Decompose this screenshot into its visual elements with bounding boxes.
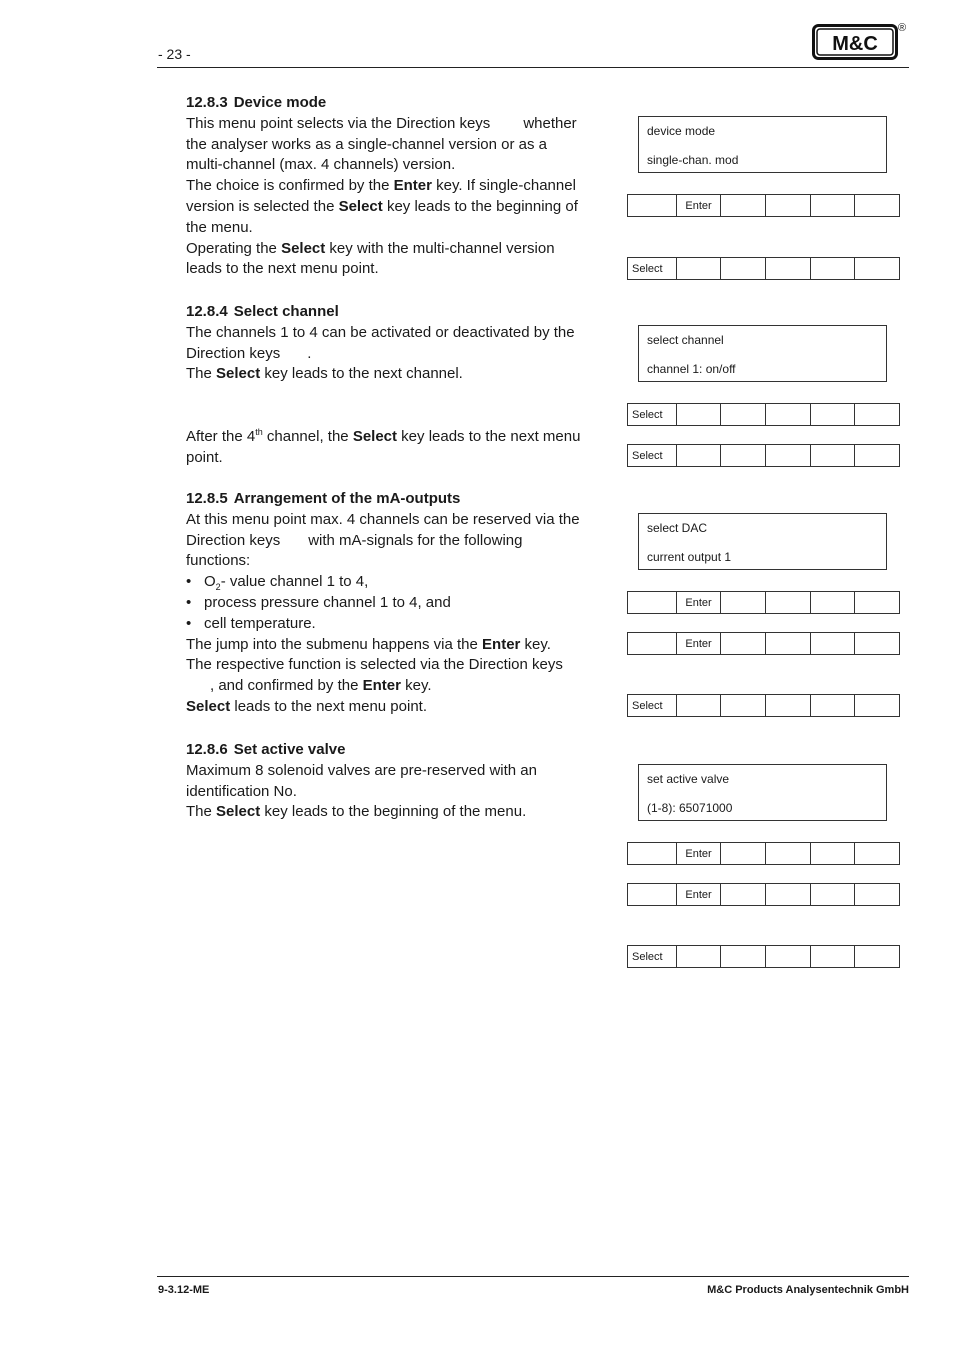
key-cell	[855, 633, 899, 654]
key-row	[627, 444, 900, 467]
key-cell	[811, 695, 856, 716]
key-cell-enter: Enter	[677, 592, 722, 613]
key-cell	[855, 195, 899, 216]
paragraph: functions:	[186, 552, 251, 570]
document-code: 9-3.12-ME	[158, 1284, 210, 1296]
key-cell	[855, 843, 899, 864]
paragraph: At this menu point max. 4 channels can be reserved via the	[186, 510, 580, 528]
key-cell	[721, 695, 766, 716]
key-cell	[855, 445, 899, 466]
section-heading: 12.8.5 Arrangement of the mA-outputs	[186, 490, 461, 507]
key-cell-enter	[677, 695, 722, 716]
key-cell	[766, 445, 811, 466]
key-cell	[766, 695, 811, 716]
list-item: • cell temperature.	[186, 614, 614, 635]
section-device-mode	[186, 93, 614, 280]
key-cell	[721, 946, 766, 967]
key-cell	[811, 843, 856, 864]
key-cell-select	[628, 633, 677, 654]
list-item: • process pressure channel 1 to 4, and	[186, 593, 614, 614]
list-item: • $O_2-$ value channel 1 to 4,	[186, 572, 614, 593]
paragraph: After the 4th channel, the Select key leads to the next menu	[186, 426, 581, 445]
paragraph: Operating the Select key with the multi-channel version	[186, 239, 555, 257]
key-cell-enter	[677, 258, 722, 279]
paragraph: Direction keys with mA-signals for the following	[186, 531, 523, 549]
registered-mark: ®	[898, 22, 907, 34]
section-active-valve	[186, 740, 614, 823]
lcd-display-select-channel	[638, 325, 887, 382]
key-cell	[811, 884, 856, 905]
key-cell	[766, 592, 811, 613]
key-cell-select: Select	[628, 946, 677, 967]
key-cell	[811, 258, 856, 279]
display-line-2: current output 1	[647, 550, 732, 564]
display-line-2: channel 1: on/off	[647, 362, 736, 376]
key-cell	[766, 884, 811, 905]
key-cell	[721, 884, 766, 905]
lcd-display-active-valve	[638, 764, 887, 821]
display-line-1: select channel	[647, 333, 724, 347]
key-cell	[721, 258, 766, 279]
key-cell-select	[628, 592, 677, 613]
paragraph: version is selected the Select key leads to the beginning of	[186, 197, 578, 215]
section-heading: 12.8.6 Set active valve	[186, 741, 346, 758]
key-cell	[766, 258, 811, 279]
paragraph: The respective function is selected via the Direction keys	[186, 656, 563, 674]
paragraph: Direction keys .	[186, 344, 312, 362]
key-cell-select: Select	[628, 404, 677, 425]
key-row	[627, 403, 900, 426]
paragraph: the analyser works as a single-channel version or as a	[186, 135, 548, 153]
key-row	[627, 632, 900, 655]
key-cell	[855, 946, 899, 967]
paragraph: multi-channel (max. 4 channels) version.	[186, 156, 456, 174]
section-ma-outputs	[186, 489, 614, 718]
key-cell-select: Select	[628, 445, 677, 466]
key-cell	[811, 946, 856, 967]
key-cell	[721, 843, 766, 864]
key-cell	[721, 633, 766, 654]
key-row	[627, 694, 900, 717]
key-cell-enter: Enter	[677, 843, 722, 864]
key-cell-enter: Enter	[677, 884, 722, 905]
key-cell	[766, 195, 811, 216]
key-cell-select: Select	[628, 258, 677, 279]
key-row	[627, 591, 900, 614]
key-cell-enter	[677, 946, 722, 967]
display-line-1: set active valve	[647, 772, 730, 786]
lcd-display-select-dac	[638, 513, 887, 570]
key-row	[627, 842, 900, 865]
key-cell	[766, 946, 811, 967]
header-rule	[157, 67, 909, 68]
display-line-1: select DAC	[647, 521, 708, 535]
key-cell	[811, 592, 856, 613]
lcd-display-device-mode	[638, 116, 887, 173]
svg-text:M&C: M&C	[832, 33, 878, 55]
paragraph: The channels 1 to 4 can be activated or deactivated by the	[186, 323, 575, 341]
key-cell	[766, 404, 811, 425]
key-cell	[811, 445, 856, 466]
paragraph: The Select key leads to the next channel.	[186, 365, 463, 383]
key-cell	[811, 404, 856, 425]
key-cell-select	[628, 195, 677, 216]
paragraph: , and confirmed by the Enter key.	[210, 677, 432, 695]
key-row	[627, 257, 900, 280]
key-cell	[855, 884, 899, 905]
key-cell	[811, 195, 856, 216]
key-cell	[811, 633, 856, 654]
section-heading: 12.8.4 Select channel	[186, 303, 339, 320]
key-cell	[721, 592, 766, 613]
paragraph: leads to the next menu point.	[186, 260, 379, 278]
section-heading: 12.8.3 Device mode	[186, 94, 327, 111]
key-cell-enter: Enter	[677, 633, 722, 654]
key-cell	[855, 404, 899, 425]
key-cell	[855, 592, 899, 613]
display-line-2: single-chan. mod	[647, 153, 739, 167]
key-cell-select: Select	[628, 695, 677, 716]
key-row	[627, 883, 900, 906]
company-name: M&C Products Analysentechnik GmbH	[707, 1284, 909, 1296]
key-cell	[766, 843, 811, 864]
paragraph: the menu.	[186, 218, 253, 236]
company-logo	[812, 24, 898, 60]
key-cell-enter	[677, 445, 722, 466]
key-cell-select	[628, 843, 677, 864]
paragraph: The choice is confirmed by the Enter key. If single-channel	[186, 177, 576, 195]
key-cell	[721, 445, 766, 466]
key-cell	[855, 258, 899, 279]
paragraph: Maximum 8 solenoid valves are pre-reserved with an	[186, 761, 537, 779]
paragraph: point.	[186, 448, 223, 466]
key-row	[627, 945, 900, 968]
key-cell-enter	[677, 404, 722, 425]
paragraph: Select leads to the next menu point.	[186, 697, 427, 715]
footer-rule	[157, 1276, 909, 1277]
key-cell-select	[628, 884, 677, 905]
paragraph: The Select key leads to the beginning of the menu.	[186, 803, 527, 821]
key-cell	[721, 404, 766, 425]
key-cell-enter: Enter	[677, 195, 722, 216]
paragraph: This menu point selects via the Direction keys whether	[186, 114, 577, 132]
key-row	[627, 194, 900, 217]
key-cell	[855, 695, 899, 716]
key-cell	[766, 633, 811, 654]
paragraph: The jump into the submenu happens via the Enter key.	[186, 635, 551, 653]
section-select-channel	[186, 302, 614, 469]
paragraph: identification No.	[186, 782, 297, 800]
display-line-2: (1-8): 65071000	[647, 801, 733, 815]
page-number: - 23 -	[158, 46, 191, 62]
display-line-1: device mode	[647, 124, 716, 138]
key-cell	[721, 195, 766, 216]
